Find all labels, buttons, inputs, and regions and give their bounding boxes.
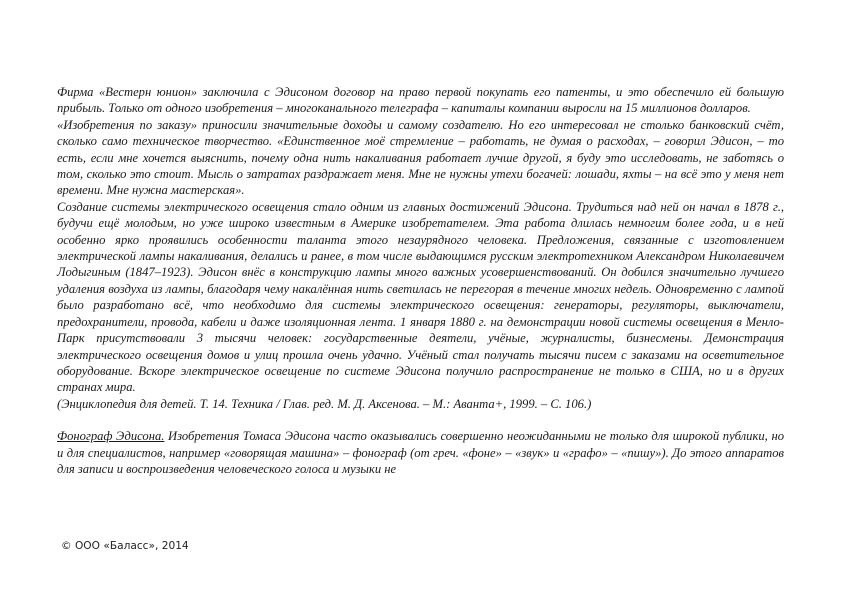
document-body xyxy=(57,84,784,477)
paragraph-inventions-on-order: «Изобретения по заказу» приносили значительные доходы и самому создателю. Но его интересовал не столько банковский счёт, сколько само техническое творчество. «Единственное моё стремление – работать, не думая о расходах, – говорил Эдисон, – то есть, если мне хочется выяснить, почему одна нить накаливания работает лучше другой, я буду это исследовать, не заботясь о том, сколько это стоит. Мысль о затратах раздражает меня. Мне не нужны утехи богачей: лошади, яхты – на всё это у меня нет времени. Мне нужна мастерская». xyxy=(57,117,784,198)
paragraph-phonograph xyxy=(57,428,784,477)
paragraph-western-union: Фирма «Вестерн юнион» заключила с Эдисоном договор на право первой покупать его патенты, и это обеспечило ей большую прибыль. Только от одного изобретения – многоканального телеграфа – капиталы компании выросли на 15 миллионов долларов. xyxy=(57,85,784,116)
source-citation: (Энциклопедия для детей. Т. 14. Техника / Глав. ред. М. Д. Аксенова. – М.: Аванта+, 1999. – С. 106.) xyxy=(57,396,592,411)
footer-copyright: © ООО «Баласс», 2014 xyxy=(61,540,189,552)
phonograph-text: Изобретения Томаса Эдисона часто оказывались совершенно неожиданными не только для широкой публики, но и для специалистов, например «говорящая машина» – фонограф (от греч. «фоне» – «звук» и «графо» – «пишу»). До этого аппаратов для записи и воспроизведения человеческого голоса и музыки не xyxy=(57,429,784,476)
paragraph-electric-lighting: Создание системы электрического освещения стало одним из главных достижений Эдисона. Трудиться над ней он начал в 1878 г., будучи ещё молодым, но уже широко известным в Америке изобретателем. Эта работа длилась немногим более года, и в ней особенно ярко проявились особенности таланта этого незаурядного человека. Предложения, связанные с изготовлением электрической лампы накаливания, делались и ранее, в том числе выдающимся русским электротехником Александром Николаевичем Лодыгиным (1847–1923). Эдисон внёс в конструкцию лампы много важных усовершенствований. Он добился значительно лучшего удаления воздуха из лампы, благодаря чему накалённая нить светилась не перегорая в течение многих недель. Одновременно с лампой было разработано всё, что необходимо для системы электрического освещения: генераторы, регуляторы, выключатели, предохранители, провода, кабели и даже изоляционная лента. 1 января 1880 г. на демонстрации новой системы освещения в Менло-Парк присутствовали 3 тысячи человек: государственные деятели, учёные, журналисты, бизнесмены. Демонстрация электрического освещения домов и улиц прошла очень удачно. Учёный стал получать тысячи писем с заказами на осветительное оборудование. Вскоре электрическое освещение по системе Эдисона получило распространение не только в США, но и в других странах мира. xyxy=(57,199,784,395)
paragraph-spacer xyxy=(57,412,784,428)
phonograph-heading: Фонограф Эдисона. xyxy=(57,429,165,444)
